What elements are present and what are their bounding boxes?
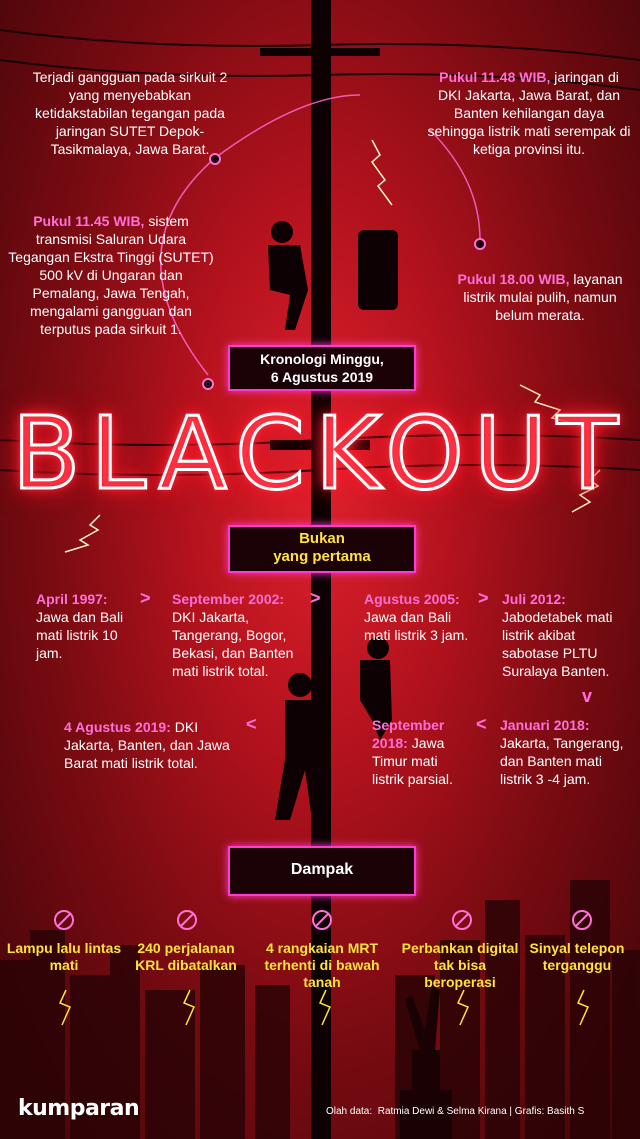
event-text: layanan listrik mulai pulih, namun belum merata. — [463, 271, 623, 323]
history-text: DKI Jakarta, Banten, dan Jawa Barat mati listrik total. — [64, 719, 230, 771]
history-date: September 2002: — [172, 591, 285, 607]
history-item — [36, 590, 146, 662]
prohibited-icon — [177, 910, 197, 930]
chevron-left-icon: < — [246, 714, 257, 734]
timeline-event-1800 — [452, 270, 628, 324]
chevron-right-icon: > — [310, 588, 321, 608]
prohibited-icon — [572, 910, 592, 930]
history-item — [64, 718, 234, 772]
headline-blackout: BLACKOUT — [11, 395, 629, 512]
timeline-event-1145 — [6, 212, 216, 338]
history-item — [500, 716, 634, 788]
chevron-left-icon: < — [476, 714, 487, 734]
chronology-title-box — [228, 345, 416, 391]
timeline-event-circuit-2 — [22, 68, 238, 158]
history-item — [372, 716, 472, 788]
event-text: jaringan di DKI Jakarta, Jawa Barat, dan Banten kehilangan daya sehingga listrik mati serempak di ketiga provinsi itu. — [427, 69, 631, 157]
history-title — [230, 530, 414, 566]
history-item — [502, 590, 632, 680]
chevron-right-icon: > — [140, 588, 151, 608]
zigzag-decorations — [0, 985, 640, 1035]
event-text: Terjadi gangguan pada sirkuit 2 yang menyebabkan ketidakstabilan tegangan pada jaringan SUTET Depok-Tasikmalaya, Jawa Barat. — [32, 69, 228, 157]
history-date: September 2018: — [372, 717, 445, 751]
event-time: Pukul 11.45 WIB, — [33, 213, 145, 229]
history-text: DKI Jakarta, Tangerang, Bogor, Bekasi, dan Banten mati listrik total. — [172, 609, 294, 679]
timeline-event-1148 — [426, 68, 632, 158]
chronology-title-line2: 6 Agustus 2019 — [270, 369, 374, 385]
timeline-dot — [474, 238, 486, 250]
history-date: 4 Agustus 2019: — [64, 719, 171, 735]
history-title-line1: Bukan — [299, 530, 345, 547]
history-date: April 1997: — [36, 591, 108, 607]
footer-credit — [326, 1106, 584, 1117]
history-text: Jabodetabek mati listrik akibat sabotase PLTU Suralaya Banten. — [502, 609, 613, 679]
prohibited-icon — [312, 910, 332, 930]
event-text: sistem transmisi Saluran Udara Tegangan Ekstra Tinggi (SUTET) 500 kV di Ungaran dan Pemalang, Jawa Tengah, mengalami gangguan dan terputus pada sirkuit 1. — [8, 213, 214, 337]
history-item — [364, 590, 479, 644]
impact-item: Perbankan digital tak bisa beroperasi — [401, 940, 519, 990]
credit-prefix: Olah data: — [326, 1106, 373, 1117]
history-date: Agustus 2005: — [364, 591, 460, 607]
history-text: Jawa dan Bali mati listrik 10 jam. — [36, 609, 124, 661]
impact-title: Dampak — [290, 861, 354, 878]
transformer-silhouette — [358, 230, 398, 310]
brand-logo: kumparan — [18, 1096, 140, 1121]
history-text: Jawa dan Bali mati listrik 3 jam. — [364, 609, 469, 643]
chronology-title-line1: Kronologi Minggu, — [260, 351, 384, 367]
impact-item: 4 rangkaian MRT terhenti di bawah tanah — [264, 940, 380, 990]
history-title-box — [228, 525, 416, 573]
chevron-down-icon: v — [582, 686, 593, 706]
prohibited-icon — [452, 910, 472, 930]
history-item — [172, 590, 302, 680]
timeline-dot — [202, 378, 214, 390]
prohibited-icon — [54, 910, 74, 930]
history-title-line2: yang pertama — [273, 548, 371, 565]
event-time: Pukul 11.48 WIB, — [439, 69, 551, 85]
impact-item: Sinyal telepon terganggu — [529, 940, 625, 973]
event-time: Pukul 18.00 WIB, — [457, 271, 570, 287]
history-text: Jakarta, Tangerang, dan Banten mati listrik 3 -4 jam. — [500, 735, 624, 787]
impact-item: Lampu lalu lintas mati — [6, 940, 122, 973]
impact-title-box — [228, 846, 416, 896]
chevron-right-icon: > — [478, 588, 489, 608]
history-date: Juli 2012: — [502, 591, 566, 607]
impact-item: 240 perjalanan KRL dibatalkan — [135, 940, 237, 973]
chronology-title — [230, 350, 414, 386]
history-text: Jawa Timur mati listrik parsial. — [372, 735, 453, 787]
credit-text: Ratmia Dewi & Selma Kirana | Grafis: Basith S — [377, 1106, 585, 1117]
history-date: Januari 2018: — [500, 717, 590, 733]
